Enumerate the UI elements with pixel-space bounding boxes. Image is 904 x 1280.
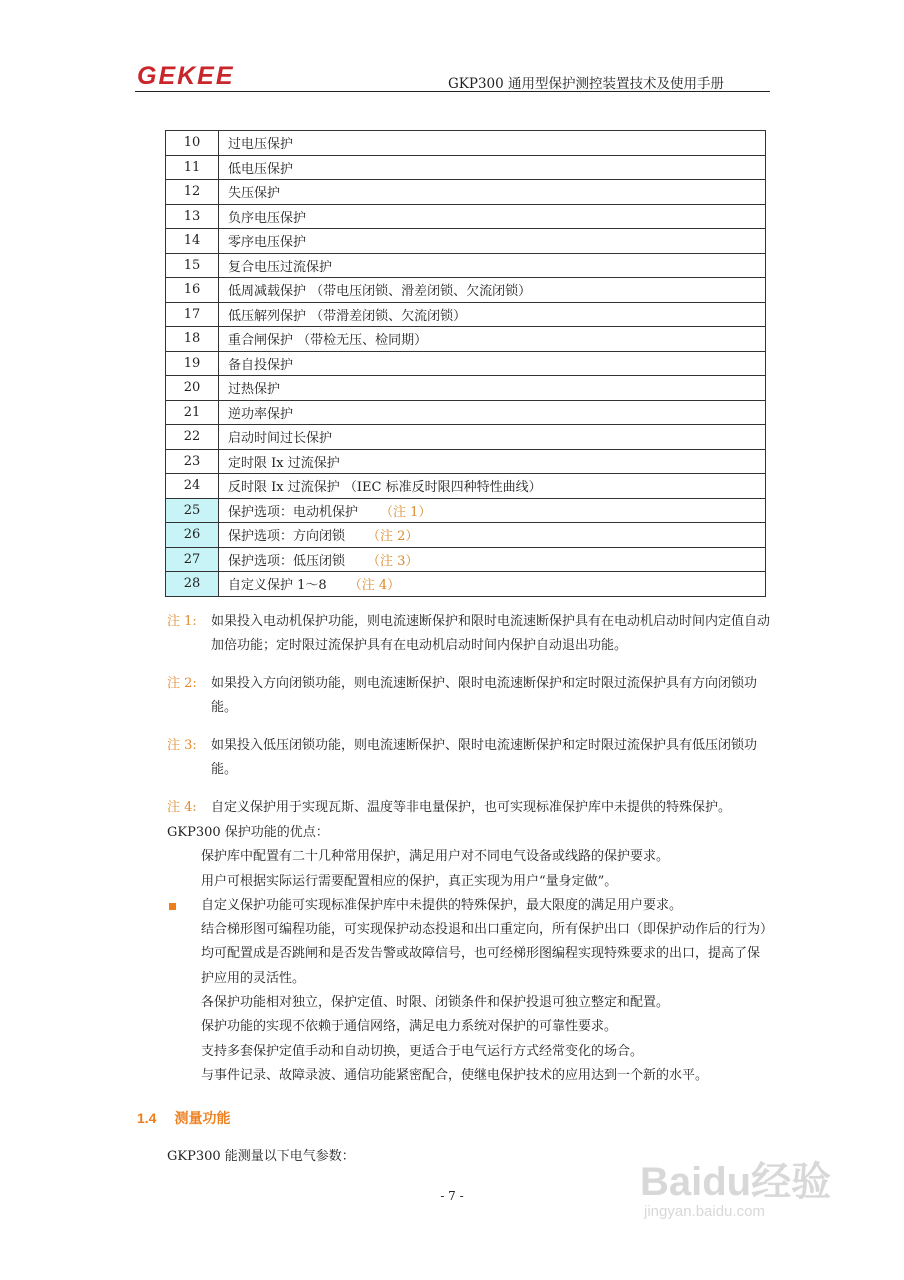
- row-number: 12: [166, 180, 219, 205]
- table-row: [166, 547, 766, 572]
- protection-name: 保护选项：方向闭锁: [228, 529, 346, 545]
- advantage-item: [167, 894, 770, 918]
- table-row: [166, 180, 766, 205]
- table-row: [166, 278, 766, 303]
- row-text: [219, 327, 766, 352]
- advantage-item: [167, 991, 770, 1015]
- row-number: 17: [166, 302, 219, 327]
- protection-table: [165, 130, 766, 597]
- baidu-watermark: [640, 1150, 831, 1220]
- row-text: [219, 400, 766, 425]
- protection-name: 负序电压保护: [228, 210, 307, 226]
- protection-name: 过热保护: [228, 382, 281, 398]
- note-label: 注 3:: [167, 738, 197, 753]
- row-number: 18: [166, 327, 219, 352]
- section-heading: [137, 1108, 230, 1128]
- table-row: [166, 425, 766, 450]
- row-text: [219, 131, 766, 156]
- advantage-item: [167, 845, 770, 869]
- row-number: 27: [166, 547, 219, 572]
- advantage-text: 保护库中配置有二十几种常用保护，满足用户对不同电气设备或线路的保护要求。: [201, 849, 670, 865]
- row-text: [219, 498, 766, 523]
- row-text: [219, 425, 766, 450]
- watermark-brand: Baidu经验: [640, 1160, 832, 1204]
- note: [167, 610, 770, 658]
- row-text: [219, 155, 766, 180]
- row-text: [219, 278, 766, 303]
- protection-name: 自定义保护 1～8: [228, 578, 327, 594]
- table-row: [166, 302, 766, 327]
- row-number: 25: [166, 498, 219, 523]
- table-row: [166, 474, 766, 499]
- row-number: 24: [166, 474, 219, 499]
- section-number: 1.4: [137, 1110, 157, 1126]
- row-text: [219, 253, 766, 278]
- row-number: 19: [166, 351, 219, 376]
- table-row: [166, 376, 766, 401]
- header-title: GKP300 通用型保护测控装置技术及使用手册: [447, 76, 724, 92]
- note-text: 如果投入低压闭锁功能，则电流速断保护、限时电流速断保护和定时限过流保护具有低压闭锁功能。: [211, 738, 758, 777]
- advantage-text: 用户可根据实际运行需要配置相应的保护，真正实现为用户“量身定做”。: [201, 873, 618, 889]
- row-number: 26: [166, 523, 219, 548]
- protection-name: 过电压保护: [228, 137, 294, 153]
- protection-name: 反时限 Ix 过流保护 （IEC 标准反时限四种特性曲线）: [228, 480, 542, 496]
- row-number: 16: [166, 278, 219, 303]
- table-row: [166, 523, 766, 548]
- protection-name: 备自投保护: [228, 357, 294, 373]
- protection-name: 保护选项：低压闭锁: [228, 553, 346, 569]
- row-number: 14: [166, 229, 219, 254]
- row-text: [219, 180, 766, 205]
- protection-name: 重合闸保护 （带检无压、检同期）: [228, 333, 428, 349]
- row-number: 28: [166, 572, 219, 597]
- row-text: [219, 229, 766, 254]
- table-row: [166, 351, 766, 376]
- advantage-text: 自定义保护功能可实现标准保护库中未提供的特殊保护，最大限度的满足用户要求。: [201, 897, 683, 913]
- page-number: - 7 -: [440, 1189, 464, 1203]
- note: [167, 734, 770, 782]
- note-text: 自定义保护用于实现瓦斯、温度等非电量保护，也可实现标准保护库中未提供的特殊保护。: [211, 800, 732, 815]
- protection-name: 低周减载保护 （带电压闭锁、滑差闭锁、欠流闭锁）: [228, 284, 532, 300]
- advantage-text: 支持多套保护定值手动和自动切换，更适合于电气运行方式经常变化的场合。: [201, 1043, 644, 1059]
- advantages: [167, 821, 770, 1088]
- table-row: [166, 204, 766, 229]
- row-text: [219, 204, 766, 229]
- row-text: [219, 547, 766, 572]
- protection-name: 零序电压保护: [228, 235, 307, 251]
- note: [167, 796, 770, 820]
- protection-name: 保护选项：电动机保护: [228, 504, 359, 520]
- advantage-text: 保护功能的实现不依赖于通信网络，满足电力系统对保护的可靠性要求。: [201, 1019, 618, 1035]
- table-row: [166, 572, 766, 597]
- note-label: 注 1:: [167, 614, 197, 629]
- advantage-text: 结合梯形图可编程功能，可实现保护动态投退和出口重定向，所有保护出口（即保护动作后的行为）均可配置成是否跳闸和是否发告警或故障信号，也可经梯形图编程实现特殊要求的出口，提高了保护应用的灵活性。: [201, 922, 767, 986]
- section-title: 测量功能: [174, 1110, 231, 1126]
- protection-name: 定时限 Ix 过流保护: [228, 455, 340, 471]
- protection-name: 低电压保护: [228, 161, 294, 177]
- note-ref: （注 3）: [367, 553, 419, 569]
- protection-name: 失压保护: [228, 186, 281, 202]
- row-number: 21: [166, 400, 219, 425]
- table-row: [166, 253, 766, 278]
- advantage-item: [167, 1015, 770, 1039]
- row-text: [219, 351, 766, 376]
- table-row: [166, 155, 766, 180]
- row-text: [219, 302, 766, 327]
- row-number: 23: [166, 449, 219, 474]
- row-number: 22: [166, 425, 219, 450]
- header-rule: [135, 91, 770, 92]
- protection-name: 低压解列保护 （带滑差闭锁、欠流闭锁）: [228, 308, 467, 324]
- advantage-item: [167, 1064, 770, 1088]
- table-row: [166, 229, 766, 254]
- note-ref: （注 4）: [348, 578, 401, 594]
- row-number: 11: [166, 155, 219, 180]
- note-text: 如果投入电动机保护功能，则电流速断保护和限时电流速断保护具有在电动机启动时间内定值自动加倍功能；定时限过流保护具有在电动机启动时间内保护自动退出功能。: [211, 614, 771, 653]
- notes: [167, 610, 770, 834]
- table-row: [166, 131, 766, 156]
- note-label: 注 4:: [167, 800, 197, 815]
- row-text: [219, 376, 766, 401]
- table-row: [166, 449, 766, 474]
- protection-name: 启动时间过长保护: [228, 431, 333, 447]
- measure-intro: GKP300 能测量以下电气参数：: [167, 1149, 355, 1164]
- note-label: 注 2:: [167, 676, 197, 691]
- table-row: [166, 400, 766, 425]
- company-logo: GEKEE: [137, 62, 235, 90]
- row-number: 15: [166, 253, 219, 278]
- row-text: [219, 474, 766, 499]
- advantage-text: 各保护功能相对独立，保护定值、时限、闭锁条件和保护投退可独立整定和配置。: [201, 995, 670, 1011]
- table-row: [166, 327, 766, 352]
- note-text: 如果投入方向闭锁功能，则电流速断保护、限时电流速断保护和定时限过流保护具有方向闭锁功能。: [211, 676, 758, 715]
- note-ref: （注 2）: [367, 529, 419, 545]
- table-row: [166, 498, 766, 523]
- row-text: [219, 572, 766, 597]
- row-text: [219, 449, 766, 474]
- advantage-item: [167, 870, 770, 894]
- advantages-title: GKP300 保护功能的优点：: [167, 825, 329, 840]
- protection-name: 复合电压过流保护: [228, 259, 333, 275]
- protection-name: 逆功率保护: [228, 406, 294, 422]
- row-number: 13: [166, 204, 219, 229]
- advantage-text: 与事件记录、故障录波、通信功能紧密配合，使继电保护技术的应用达到一个新的水平。: [201, 1067, 709, 1083]
- watermark-url: jingyan.baidu.com: [644, 1203, 765, 1220]
- note-ref: （注 1）: [380, 504, 432, 520]
- advantage-item: [167, 1040, 770, 1064]
- note: [167, 672, 770, 720]
- advantage-item: [167, 918, 770, 991]
- row-number: 10: [166, 131, 219, 156]
- row-text: [219, 523, 766, 548]
- row-number: 20: [166, 376, 219, 401]
- bullet-icon: [169, 903, 176, 910]
